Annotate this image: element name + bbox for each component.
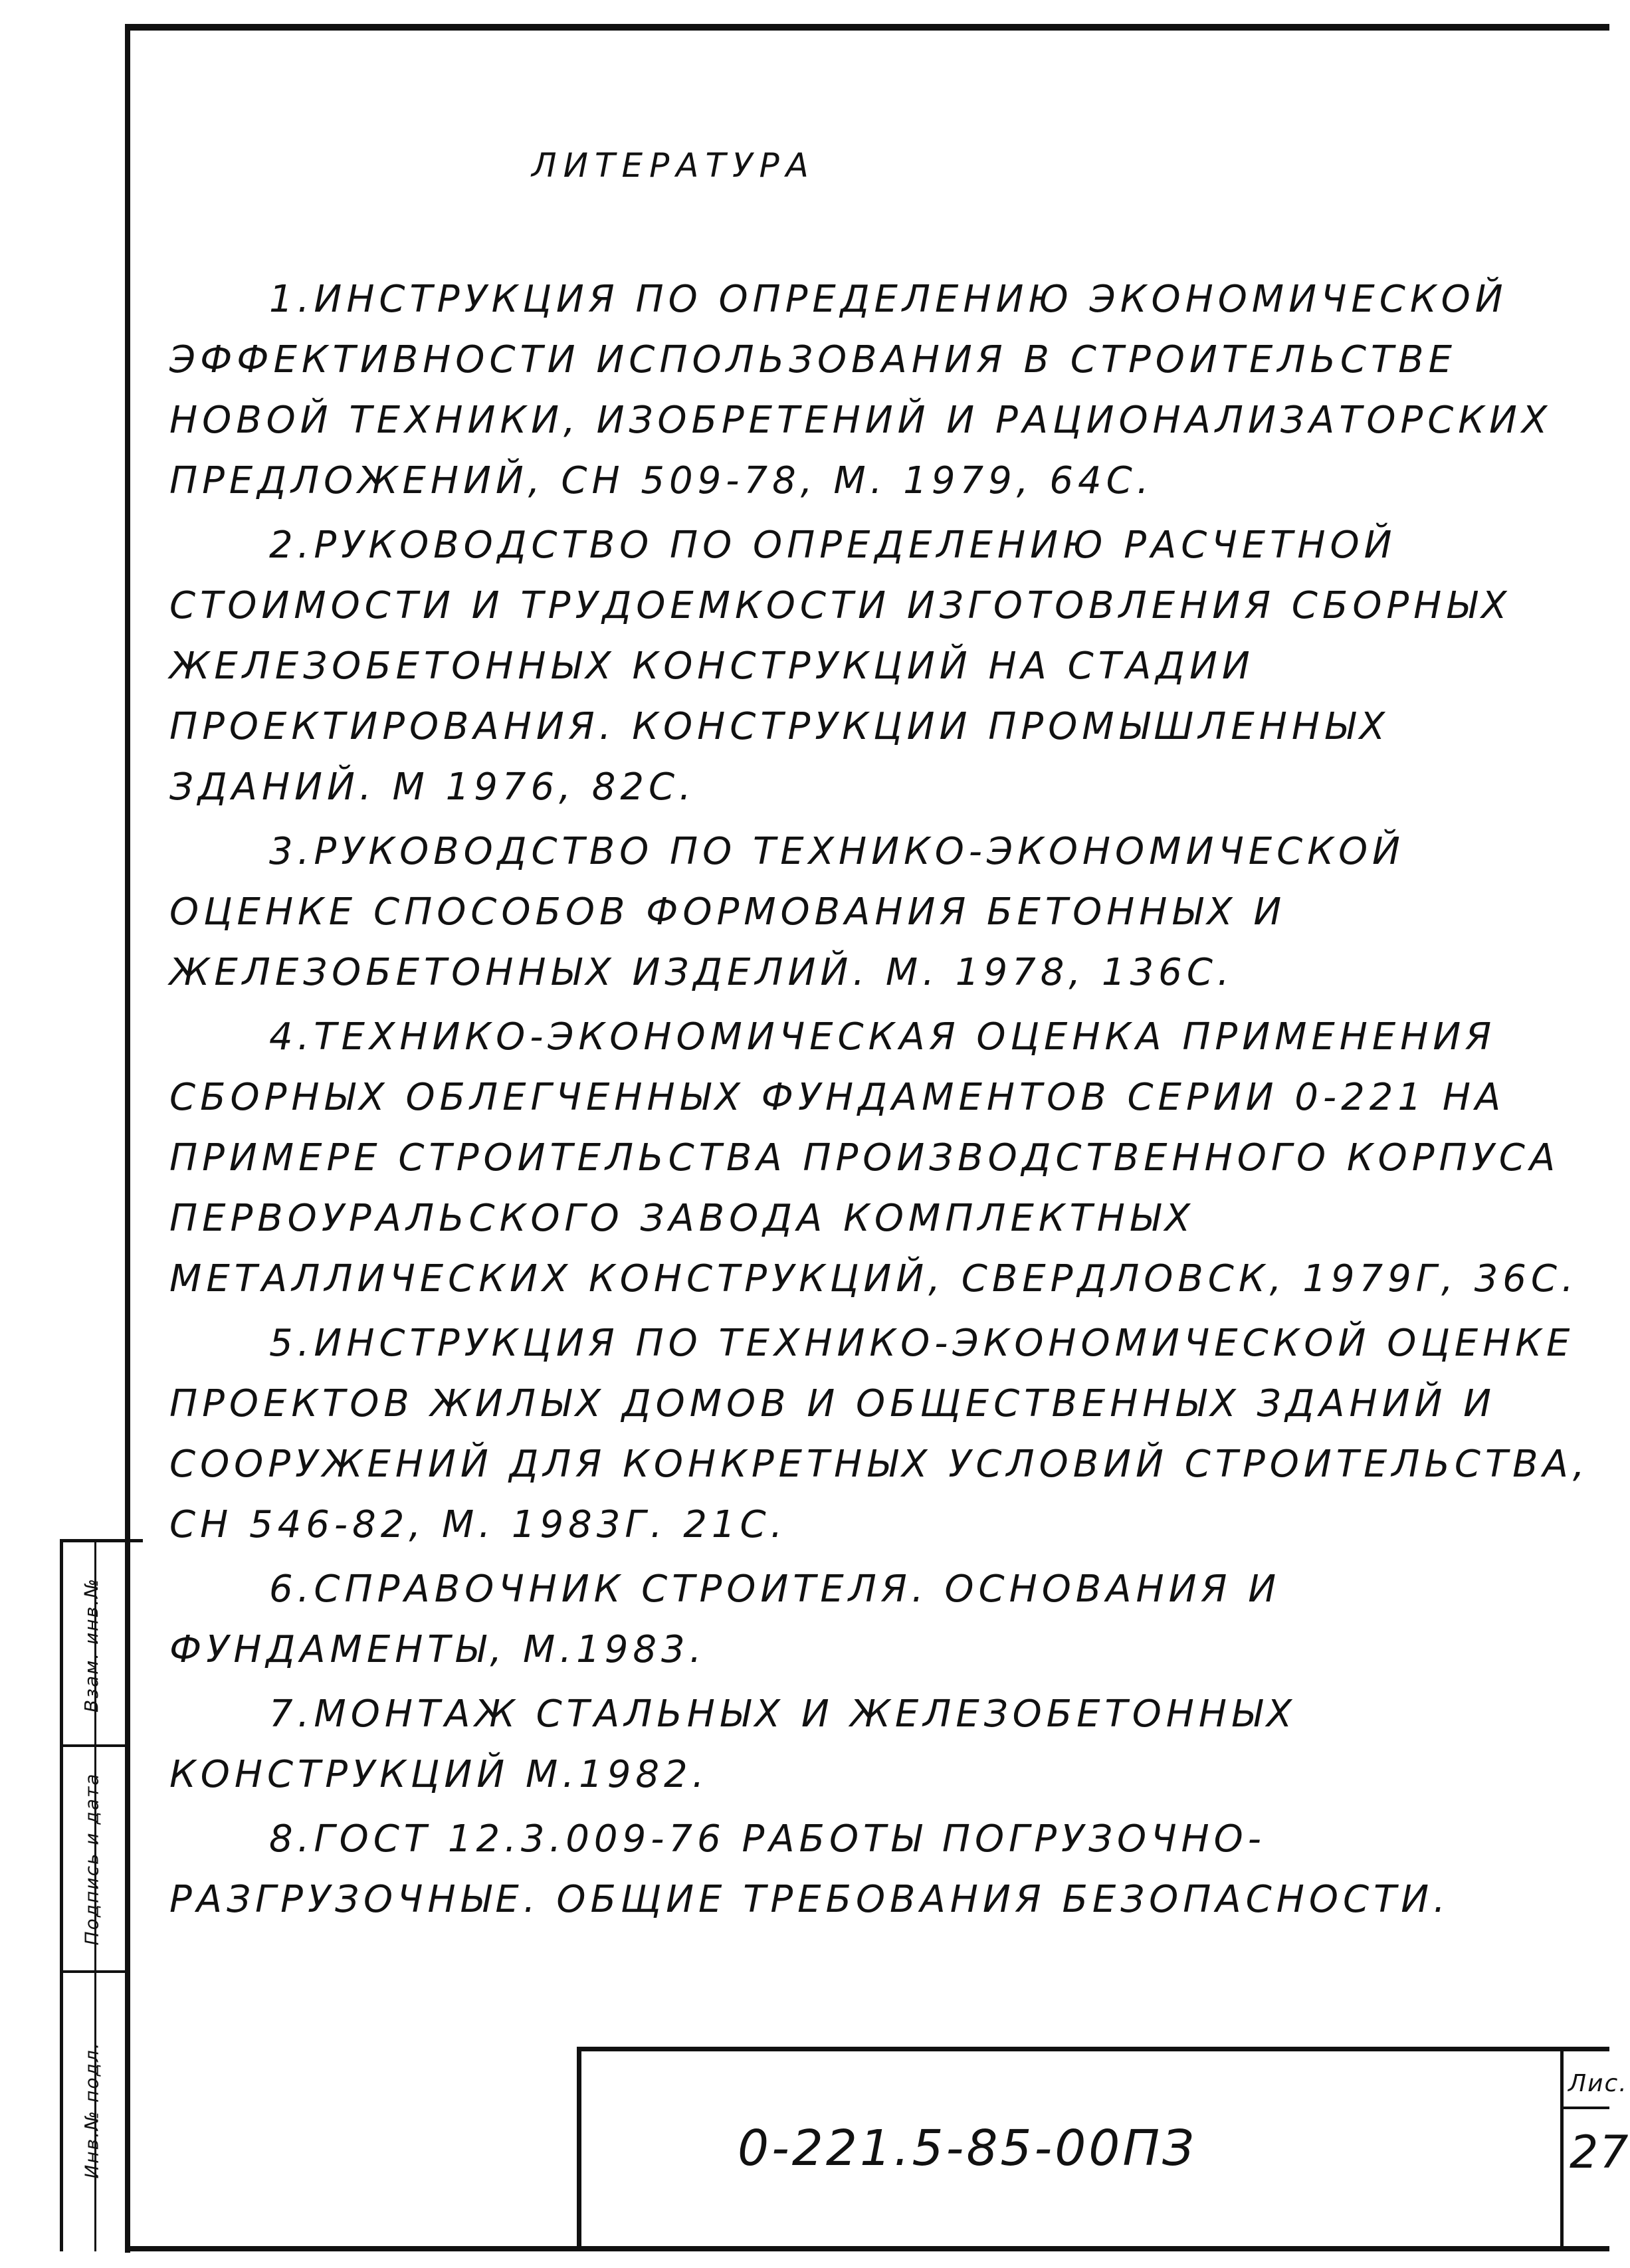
reference-list [169,269,1598,1934]
frame-bottom-line [125,2246,1609,2251]
margin-replaces-inv-text: Взам. инв.№ [80,1577,103,1712]
reference-item: 1.ИНСТРУКЦИЯ ПО ОПРЕДЕЛЕНИЮ ЭКОНОМИЧЕСКОЙ ЭФФЕКТИВНОСТИ ИСПОЛЬЗОВАНИЯ В СТРОИТЕЛЬСТВЕ НОВОЙ ТЕХНИКИ, ИЗОБРЕТЕНИЙ И РАЦИОНАЛИЗАТОРСКИХ ПРЕДЛОЖЕНИЙ, СН 509-78, М. 1979, 64С. [169,278,1552,502]
page-title: ЛИТЕРАТУРА [532,146,815,185]
margin-signature-date [62,1748,122,1970]
document-code: 0-221.5-85-00ПЗ [738,2120,1197,2177]
margin-divider-1 [60,1744,130,1747]
margin-top-line [60,1539,143,1542]
margin-divider-2 [60,1970,130,1973]
reference-item: 5.ИНСТРУКЦИЯ ПО ТЕХНИКО-ЭКОНОМИЧЕСКОЙ ОЦЕНКЕ ПРОЕКТОВ ЖИЛЫХ ДОМОВ И ОБЩЕСТВЕННЫХ ЗДАНИЙ И СООРУЖЕНИЙ ДЛЯ КОНКРЕТНЫХ УСЛОВИЙ СТРОИТЕЛЬСТВА, СН 546-82, М. 1983Г. 21С. [169,1322,1589,1546]
margin-inv-no-orig-text: Инв.№ подл. [80,2041,103,2179]
frame-left-line [125,24,130,2253]
stamp-sheet-separator [1560,2047,1564,2249]
margin-replaces-inv [62,1545,122,1744]
reference-item: 3.РУКОВОДСТВО ПО ТЕХНИКО-ЭКОНОМИЧЕСКОЙ ОЦЕНКЕ СПОСОБОВ ФОРМОВАНИЯ БЕТОННЫХ И ЖЕЛЕЗОБЕТОННЫХ ИЗДЕЛИЙ. М. 1978, 136С. [169,830,1405,994]
stamp-sheet-divider [1560,2107,1609,2109]
stamp-top-line [578,2047,1609,2051]
reference-item: 4.ТЕХНИКО-ЭКОНОМИЧЕСКАЯ ОЦЕНКА ПРИМЕНЕНИЯ СБОРНЫХ ОБЛЕГЧЕННЫХ ФУНДАМЕНТОВ СЕРИИ 0-221 НА ПРИМЕРЕ СТРОИТЕЛЬСТВА ПРОИЗВОДСТВЕННОГО КОРПУСА ПЕРВОУРАЛЬСКОГО ЗАВОДА КОМПЛЕКТНЫХ МЕТАЛЛИЧЕСКИХ КОНСТРУКЦИЙ, СВЕРДЛОВСК, 1979Г, 36С. [169,1015,1578,1300]
margin-inv-no-orig [62,1974,122,2246]
reference-item: 6.СПРАВОЧНИК СТРОИТЕЛЯ. ОСНОВАНИЯ И ФУНДАМЕНТЫ, М.1983. [169,1568,1281,1671]
margin-signature-date-text: Подпись и дата [80,1772,103,1946]
sheet-number: 27 [1570,2126,1630,2179]
stamp-left-line [577,2047,581,2249]
reference-item: 8.ГОСТ 12.3.009-76 РАБОТЫ ПОГРУЗОЧНО-РАЗГРУЗОЧНЫЕ. ОБЩИЕ ТРЕБОВАНИЯ БЕЗОПАСНОСТИ. [169,1817,1450,1921]
reference-item: 2.РУКОВОДСТВО ПО ОПРЕДЕЛЕНИЮ РАСЧЕТНОЙ СТОИМОСТИ И ТРУДОЕМКОСТИ ИЗГОТОВЛЕНИЯ СБОРНЫХ ЖЕЛЕЗОБЕТОННЫХ КОНСТРУКЦИЙ НА СТАДИИ ПРОЕКТИРОВАНИЯ. КОНСТРУКЦИИ ПРОМЫШЛЕННЫХ ЗДАНИЙ. М 1976, 82С. [169,524,1512,809]
frame-top-line [130,24,1609,31]
sheet-label: Лис. [1568,2070,1628,2097]
reference-item: 7.МОНТАЖ СТАЛЬНЫХ И ЖЕЛЕЗОБЕТОННЫХ КОНСТРУКЦИЙ М.1982. [169,1693,1297,1796]
